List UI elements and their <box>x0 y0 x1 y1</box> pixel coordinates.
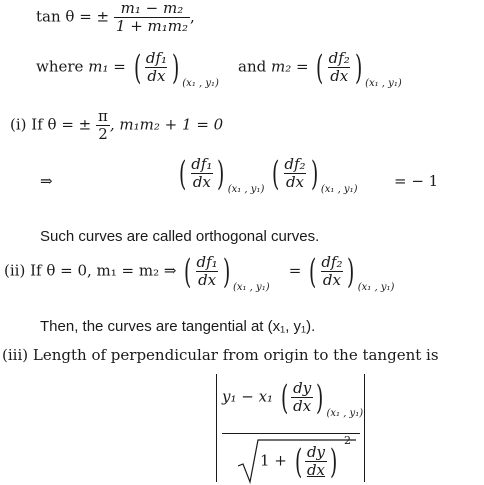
implies-arrow: ⇒ <box>40 172 53 190</box>
case-i-condition: , m₁m₂ + 1 = 0 <box>109 115 224 134</box>
df1-num: df₁ <box>145 49 168 67</box>
where-line <box>36 47 402 89</box>
m1-label: m₁ = <box>88 57 126 76</box>
tan-denominator: 1 + m₁m₂ <box>115 17 189 35</box>
case-ii-if: If θ = 0, m₁ = m₂ ⇒ <box>30 261 177 280</box>
case-i-label: (i) <box>10 115 27 134</box>
tan-numerator: m₁ − m₂ <box>120 0 184 17</box>
case-iii-text: Length of perpendicular from origin to the tangent is <box>32 346 439 364</box>
m1-subscript: (x₁ , y₁) <box>182 78 219 89</box>
tan-comma: , <box>190 7 195 26</box>
tangential-note: Then, the curves are tangential at (x₁, y₁). <box>40 318 316 335</box>
abs-bar-left <box>216 374 217 482</box>
case-i-line <box>10 108 223 143</box>
dx-den: dx <box>147 67 166 85</box>
m2-label: m₂ = <box>271 57 309 76</box>
formula-fraction-bar <box>222 433 360 434</box>
case-ii-line: (ii) If θ = 0, m₁ = m₂ ⇒ ( $\frac{\text{df₁}}{dx}$ ) (x₁ , y₁) = ( $\frac{\text{df₂}}{dx}$ ) (x₁ , y₁) <box>4 251 395 293</box>
m2-subscript: (x₁ , y₁) <box>365 78 402 89</box>
exponent-two: 2 <box>344 434 351 447</box>
pi-over-two: $\frac{\pi}{2}$ <box>98 107 108 143</box>
product-rhs: = − 1 <box>394 172 439 190</box>
case-iii-label: (iii) <box>2 346 29 364</box>
formula-numerator: y₁ − x₁ ( $\frac{dy}{dx}$ ) (x₁ , y₁) <box>222 377 364 419</box>
tan-lhs: tan θ = ± <box>36 7 110 26</box>
where-label: where <box>36 57 84 76</box>
orthogonal-note: Such curves are called orthogonal curves. <box>40 228 320 245</box>
case-ii-label: (ii) <box>4 261 26 280</box>
abs-bar-right <box>364 374 365 482</box>
tan-fraction <box>114 0 190 35</box>
formula-denominator: 1 + ( $\frac{dy}{dx}$ ) <box>260 441 338 482</box>
tan-theta-formula <box>36 0 195 35</box>
dx-den-2: dx <box>330 67 349 85</box>
m2-derivative: ( $\frac{\text{df₂}}{dx}$ ) (x₁ , y₁) <box>316 47 402 89</box>
case-i-if: If θ = ± <box>31 115 92 134</box>
case-ii-equals: = <box>288 261 302 280</box>
m1-derivative: ( $\frac{\text{df₁}}{dx}$ ) (x₁ , y₁) <box>133 47 219 89</box>
df2-num: df₂ <box>328 49 350 67</box>
orthogonal-product: ( $\frac{\text{df₁}}{dx}$ ) (x₁ , y₁) ( $\frac{\text{df₂}}{dx}$ ) (x₁ , y₁) <box>178 153 358 195</box>
case-iii-line <box>2 346 439 364</box>
and-label: and <box>238 57 267 76</box>
